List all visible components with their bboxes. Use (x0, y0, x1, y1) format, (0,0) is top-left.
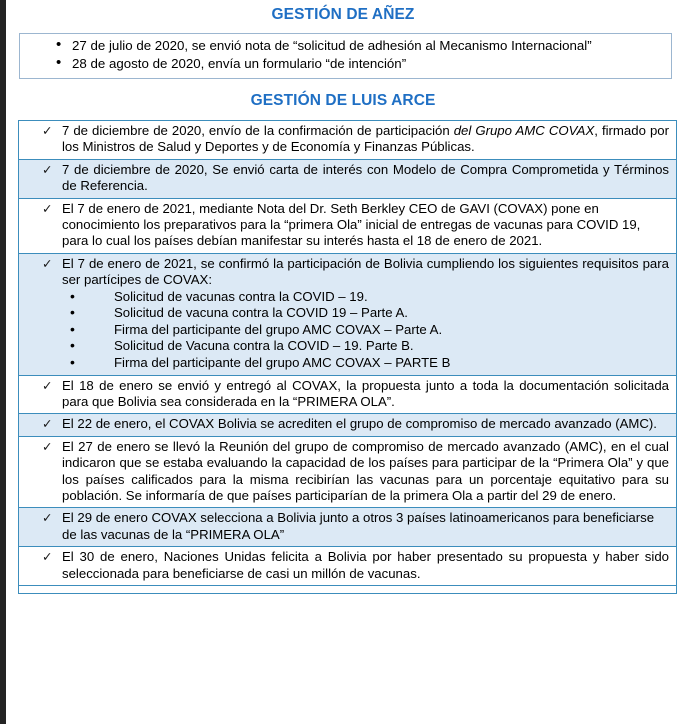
table-row (19, 121, 677, 160)
list-item: • Solicitud de vacuna contra la COVID 19 – Parte A. (26, 305, 669, 322)
arce-cell (19, 414, 677, 436)
anez-cell (20, 34, 672, 79)
table-anez (19, 33, 672, 79)
checklist-item (26, 416, 669, 432)
table-row (19, 198, 677, 253)
checklist-item (26, 510, 669, 543)
section-heading-arce: GESTIÓN DE LUIS ARCE (250, 92, 436, 109)
table-row-partial (19, 586, 677, 594)
checklist-item (26, 549, 669, 582)
item-text: El 7 de enero de 2021, mediante Nota del Dr. Seth Berkley CEO de GAVI (COVAX) pone en conocimiento los preparativos para la “primera Ola” inicial de entregas de vacunas para COVID 19, para lo cual los países debían manifestar su interés hasta el 18 de enero de 2021. (62, 200, 641, 249)
document-content (6, 0, 680, 724)
check-icon: ✓ (42, 124, 53, 138)
check-icon: ✓ (42, 439, 53, 454)
item-text-after: , firmado por los Ministros de Salud y Deportes y de Economía y Finanzas Públicas. (62, 123, 669, 155)
anez-bullet-list (26, 38, 665, 73)
item-text-italic: del Grupo AMC COVAX (453, 123, 595, 138)
check-icon: ✓ (42, 378, 53, 393)
table-row (19, 547, 677, 586)
table-row (19, 508, 677, 547)
arce-cell (19, 253, 677, 375)
arce-cell (19, 121, 677, 160)
arce-cell (19, 547, 677, 586)
arce-cell (19, 375, 677, 414)
check-icon: ✓ (42, 550, 53, 565)
table-row (19, 253, 677, 375)
check-icon: ✓ (42, 511, 53, 526)
item-text-before: 7 de diciembre de 2020, envío de la confirmación de participación (62, 123, 454, 138)
list-item: • Firma del participante del grupo AMC COVAX – Parte A. (26, 322, 669, 339)
section-heading-anez: GESTIÓN DE AÑEZ (271, 6, 415, 23)
arce-cell (19, 198, 677, 253)
table-row (19, 414, 677, 436)
checklist-item (26, 123, 669, 156)
checklist-item (26, 201, 669, 250)
item-text: El 7 de enero de 2021, se confirmó la participación de Bolivia cumpliendo los siguientes requisitos para ser partícipes de COVAX: (62, 255, 669, 288)
arce-cell (19, 508, 677, 547)
checklist-item (26, 439, 669, 505)
left-edge-strip (0, 0, 6, 724)
checklist-item (26, 256, 669, 289)
arce-cell-partial (19, 586, 677, 594)
arce-cell (19, 159, 677, 198)
table-row (19, 436, 677, 508)
covax-requirements-list (26, 289, 669, 372)
check-icon: ✓ (42, 256, 53, 271)
item-text: El 18 de enero se envió y entregó al COVAX, la propuesta junto a toda la documentación solicitada para que Bolivia sea considerada en la “PRIMERA OLA”. (62, 377, 669, 410)
list-item: • Firma del participante del grupo AMC COVAX – PARTE B (26, 355, 669, 372)
item-text: El 27 de enero se llevó la Reunión del grupo de compromiso de mercado avanzado (AMC), en el cual indicaron que se estaba evaluando la capacidad de los países para participar de la “Primera Ola” y que los países calificados para la misma recibirían las vacunas para un porcentaje equitativo para su población. Se informaría de que países participarían de la primera Ola a partir del 29 de enero. (62, 438, 669, 504)
check-icon: ✓ (42, 417, 53, 432)
item-text: El 22 de enero, el COVAX Bolivia se acrediten el grupo de compromiso de mercado avanzado (AMC). (62, 416, 657, 432)
item-text: El 29 de enero COVAX selecciona a Bolivia junto a otros 3 países latinoamericanos para beneficiarse de las vacunas de la “PRIMERA OLA” (62, 510, 655, 542)
list-item: • 27 de julio de 2020, se envió nota de “solicitud de adhesión al Mecanismo Internacional” (56, 38, 665, 56)
table-row (19, 159, 677, 198)
item-text: El 30 de enero, Naciones Unidas felicita a Bolivia por haber presentado su propuesta y haber sido seleccionada para beneficiarse de casi un millón de vacunas. (62, 549, 669, 581)
table-row (19, 375, 677, 414)
list-item: • Solicitud de vacunas contra la COVID – 19. (26, 289, 669, 306)
check-icon: ✓ (42, 162, 53, 177)
table-arce (18, 120, 677, 594)
item-text: 7 de diciembre de 2020, Se envió carta de interés con Modelo de Compra Comprometida y Términos de Referencia. (62, 161, 669, 194)
checklist-item (26, 378, 669, 411)
check-icon: ✓ (42, 201, 53, 216)
checklist-item (26, 162, 669, 195)
list-item: • Solicitud de Vacuna contra la COVID – 19. Parte B. (26, 338, 669, 355)
list-item: • 28 de agosto de 2020, envía un formulario “de intención” (56, 56, 665, 74)
table-row (20, 34, 672, 79)
arce-cell (19, 436, 677, 508)
